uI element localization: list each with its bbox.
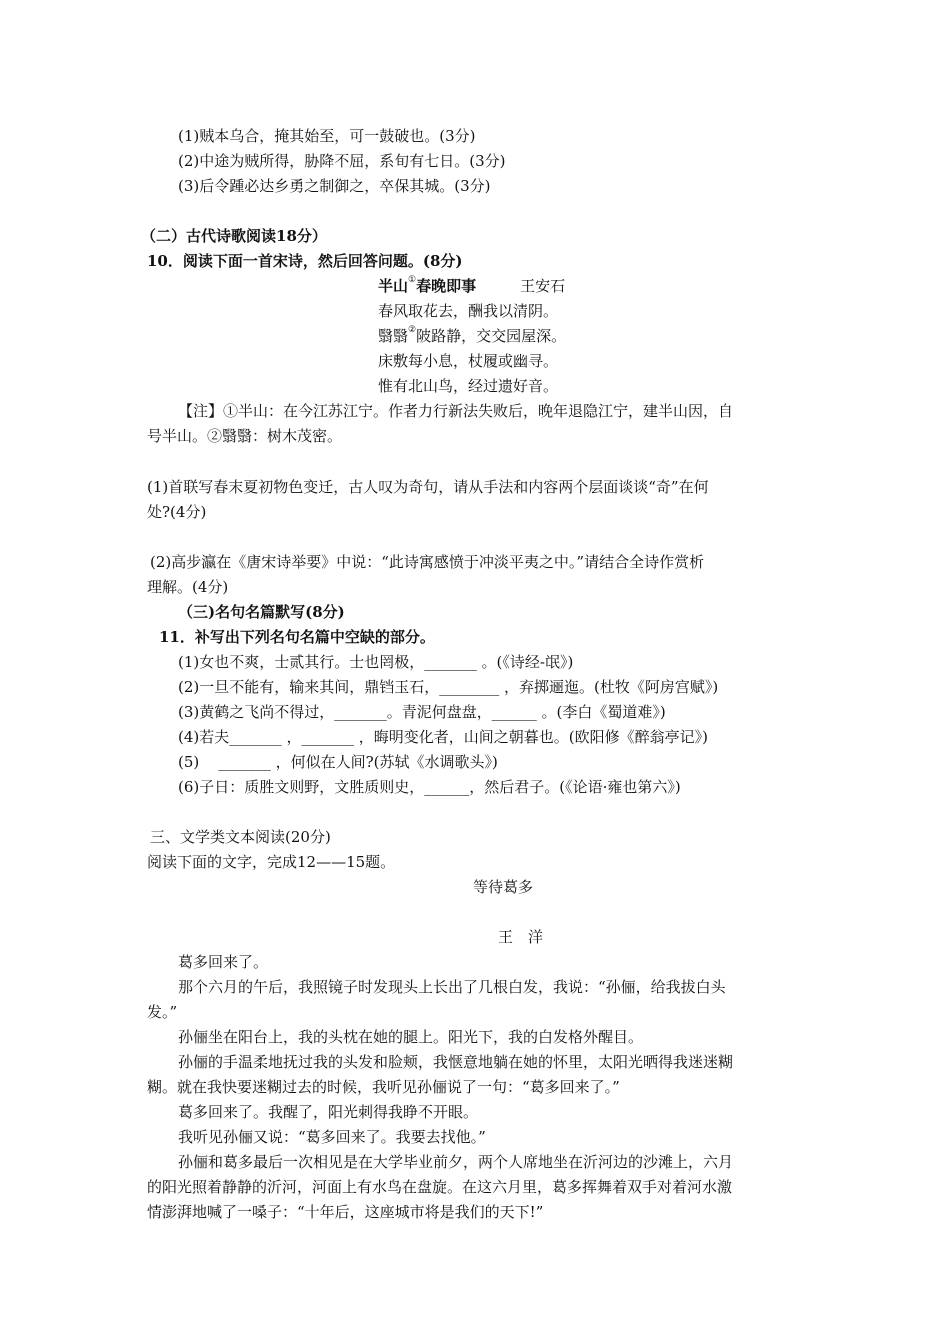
story-title: 等待葛多 bbox=[473, 878, 534, 896]
q10-2-line-2: 理解。(4分) bbox=[147, 578, 229, 596]
poem-title-b: 春晚即事 bbox=[416, 277, 477, 295]
q11-item-4: (4)若夫_______ ，_______ ，晦明变化者，山间之朝暮也。(欧阳修《醉翁亭记》) bbox=[178, 728, 708, 746]
q10-stem: 10．阅读下面一首宋诗，然后回答问题。(8分) bbox=[147, 252, 463, 270]
poem-line-3: 床敷每小息，杖履或幽寻。 bbox=[378, 352, 559, 370]
poem-line-2 bbox=[378, 326, 566, 346]
section-heading-poetry: （二）古代诗歌阅读18分） bbox=[141, 227, 327, 245]
part3-heading: 三、文学类文本阅读(20分) bbox=[150, 828, 331, 846]
q10-2-line-1: (2)高步瀛在《唐宋诗举要》中说：“此诗寓感愤于冲淡平夷之中。”请结合全诗作赏析 bbox=[150, 553, 705, 571]
story-paragraph-line: 那个六月的午后，我照镜子时发现头上长出了几根白发，我说：“孙俪，给我拔白头 bbox=[178, 978, 726, 996]
poem-line-2-a: 翳翳 bbox=[378, 327, 409, 345]
story-paragraph-line: 孙俪坐在阳台上，我的头枕在她的腿上。阳光下，我的白发格外醒目。 bbox=[178, 1028, 644, 1046]
q11-item-5: (5) _______ ，何似在人间?(苏轼《水调歌头》) bbox=[178, 753, 498, 771]
part3-instruction: 阅读下面的文字，完成12——15题。 bbox=[147, 853, 396, 871]
footnote-marker-2: ② bbox=[408, 325, 417, 335]
story-paragraph-line: 发。” bbox=[147, 1003, 178, 1021]
poem-note-line-1: 【注】①半山：在今江苏江宁。作者力行新法失败后，晚年退隐江宁，建半山因，自 bbox=[178, 402, 734, 420]
footnote-marker-1: ① bbox=[408, 275, 417, 285]
q11-item-2: (2)一旦不能有，输来其间，鼎铛玉石，________ ，弃掷逦迤。(杜牧《阿房宫赋》) bbox=[178, 678, 719, 696]
story-paragraph-line: 葛多回来了。 bbox=[178, 953, 269, 971]
q9-item-2: (2)中途为贼所得，胁降不屈，系旬有七日。(3分) bbox=[178, 152, 506, 170]
q10-1-line-1: (1)首联写春末夏初物色变迁，古人叹为奇句，请从手法和内容两个层面谈谈“奇”在何 bbox=[147, 478, 709, 496]
story-paragraph-line: 孙俪的手温柔地抚过我的头发和脸颊，我惬意地躺在她的怀里，太阳光晒得我迷迷糊 bbox=[178, 1053, 734, 1071]
story-paragraph-line: 的阳光照着静静的沂河，河面上有水鸟在盘旋。在这六月里，葛多挥舞着双手对着河水激 bbox=[147, 1178, 733, 1196]
poem-line-4: 惟有北山鸟，经过遗好音。 bbox=[378, 377, 559, 395]
q11-item-1: (1)女也不爽，士贰其行。士也罔极，_______ 。(《诗经-氓》) bbox=[178, 653, 574, 671]
poem-author: 王安石 bbox=[520, 277, 566, 295]
poem-title-a: 半山 bbox=[378, 277, 409, 295]
q11-stem: 11．补写出下列名句名篇中空缺的部分。 bbox=[159, 628, 435, 646]
poem-note-line-2: 号半山。②翳翳：树木茂密。 bbox=[147, 427, 343, 445]
story-paragraph-line: 葛多回来了。我醒了，阳光刺得我睁不开眼。 bbox=[178, 1103, 479, 1121]
q11-item-6: (6)子日：质胜文则野，文胜质则史，______，然后君子。(《论语·雍也第六》) bbox=[178, 778, 681, 796]
q11-item-3: (3)黄鹤之飞尚不得过，_______。青泥何盘盘，______ 。(李白《蜀道难》) bbox=[178, 703, 666, 721]
story-author: 王 洋 bbox=[498, 928, 544, 946]
q9-item-3: (3)后令踵必达乡勇之制御之，卒保其城。(3分) bbox=[178, 177, 491, 195]
q9-item-1: (1)贼本乌合，掩其始至，可一鼓破也。(3分) bbox=[178, 127, 476, 145]
section-heading-recitation: （三)名句名篇默写(8分) bbox=[178, 603, 345, 621]
story-paragraph-line: 糊。就在我快要迷糊过去的时候，我听见孙俪说了一句：“葛多回来了。” bbox=[147, 1078, 620, 1096]
story-paragraph-line: 孙俪和葛多最后一次相见是在大学毕业前夕，两个人席地坐在沂河边的沙滩上，六月 bbox=[178, 1153, 734, 1171]
poem-line-2-b: 陂路静，交交园屋深。 bbox=[416, 327, 567, 345]
q10-1-line-2: 处?(4分) bbox=[147, 503, 207, 521]
poem-title-line bbox=[378, 276, 565, 296]
story-paragraph-line: 我听见孙俪又说：“葛多回来了。我要去找他。” bbox=[178, 1128, 486, 1146]
poem-line-1: 春风取花去，酬我以清阴。 bbox=[378, 302, 559, 320]
story-paragraph-line: 情澎湃地喊了一嗓子：“十年后，这座城市将是我们的天下!” bbox=[147, 1203, 544, 1221]
